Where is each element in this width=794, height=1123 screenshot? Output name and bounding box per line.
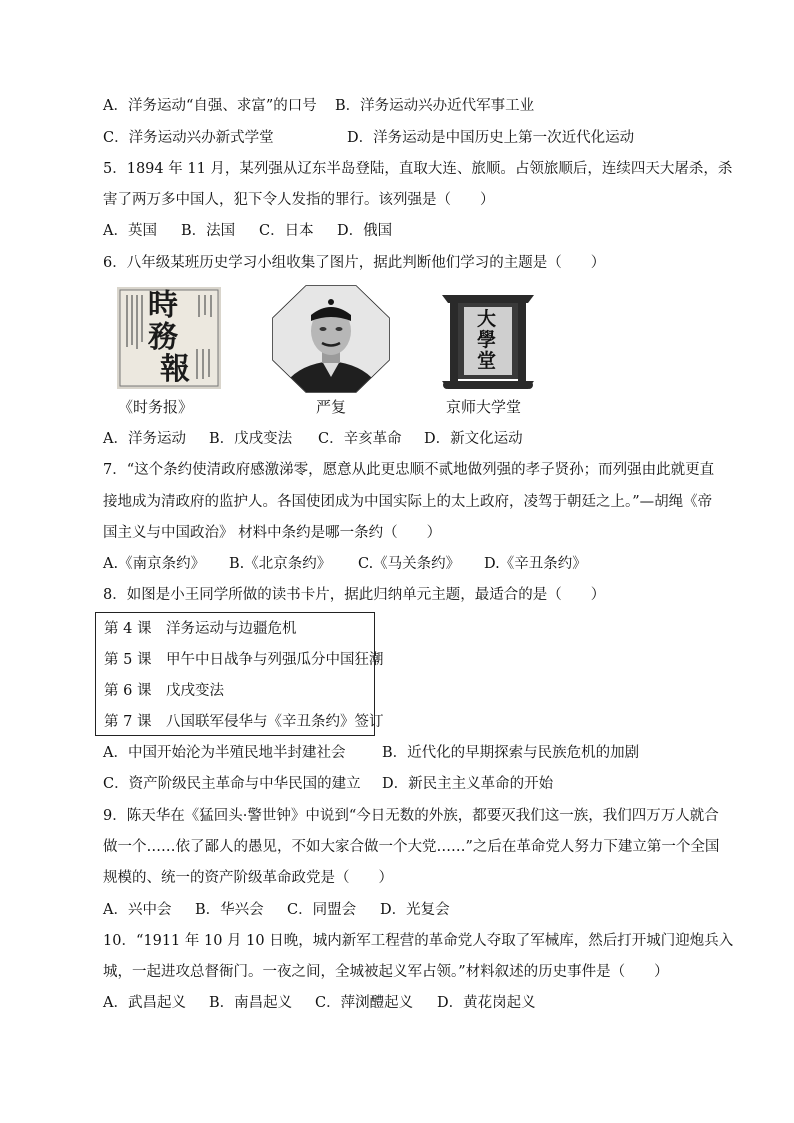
shiwubao-title-char-2: 務: [148, 320, 178, 355]
q5-stem-line-1: 5．1894 年 11 月，某列强从辽东半岛登陆，直取大连、旅顺。占领旅顺后，连续四天大屠杀，杀: [103, 161, 733, 177]
q7-stem-line-1: 7．“这个条约使清政府感激涕零，愿意从此更忠顺不贰地做列强的孝子贤孙；而列强由此就更直: [103, 462, 715, 478]
q9-options: [103, 900, 450, 920]
q7-option-d[interactable]: D.《辛丑条约》: [484, 556, 587, 572]
q6-option-c[interactable]: C．辛亥革命: [318, 431, 402, 447]
q7-option-a[interactable]: A.《南京条约》: [103, 556, 206, 572]
q7-option-c[interactable]: C.《马关条约》: [358, 556, 461, 572]
q9-stem-line-1: 9．陈天华在《猛回头·警世钟》中说到“今日无数的外族，都要灭我们这一族，我们四万万人就合: [103, 808, 719, 824]
caption-shiwubao: 《时务报》: [118, 398, 194, 416]
q8-option-a[interactable]: A．中国开始沦为半殖民地半封建社会: [103, 745, 346, 761]
imperial-university-plaque-image: [442, 289, 534, 389]
card-lesson-6: 第 6 课 戊戌变法: [104, 683, 224, 699]
q6-option-b[interactable]: B．戊戌变法: [209, 431, 293, 447]
q9-option-b[interactable]: B．华兴会: [195, 902, 264, 918]
q10-option-d[interactable]: D．黄花岗起义: [437, 995, 536, 1011]
q5-option-a[interactable]: A．英国: [103, 223, 157, 239]
q6-option-a[interactable]: A．洋务运动: [103, 431, 186, 447]
q9-option-c[interactable]: C．同盟会: [287, 902, 357, 918]
q5-stem-line-2: 害了两万多中国人，犯下令人发指的罪行。该列强是（ ）: [103, 192, 495, 208]
q4-options-row-2: [103, 128, 634, 148]
q10-stem-line-1: 10．“1911 年 10 月 10 日晚，城内新军工程营的革命党人夺取了军械库，然后打开城门迎炮兵入: [103, 933, 734, 949]
q8-options-row-1: [103, 743, 639, 763]
q10-option-b[interactable]: B．南昌起义: [209, 995, 293, 1011]
q10-option-a[interactable]: A．武昌起义: [103, 995, 186, 1011]
plaque-char-2: 學: [477, 329, 497, 351]
q6-option-d[interactable]: D．新文化运动: [424, 431, 523, 447]
q8-option-b[interactable]: B．近代化的早期探索与民族危机的加剧: [382, 745, 640, 761]
shiwubao-title-char-3: 報: [160, 352, 190, 387]
q6-options: [103, 429, 523, 449]
q7-stem-line-2: 接地成为清政府的监护人。各国使团成为中国实际上的太上政府，凌驾于朝廷之上。”—胡绳《帝: [103, 494, 713, 510]
caption-yanfu: 严复: [316, 398, 347, 416]
q7-stem-line-3: 国主义与中国政治》 材料中条约是哪一条约（ ）: [103, 525, 442, 541]
shiwubao-newspaper-image: [117, 287, 221, 389]
q7-option-b[interactable]: B.《北京条约》: [229, 556, 332, 572]
q5-option-d[interactable]: D．俄国: [337, 223, 393, 239]
card-lesson-7: 第 7 课 八国联军侵华与《辛丑条约》签订: [104, 714, 384, 730]
q8-options-row-2: [103, 774, 553, 794]
q8-option-c[interactable]: C．资产阶级民主革命与中华民国的建立: [103, 776, 361, 792]
q5-option-c[interactable]: C．日本: [259, 223, 314, 239]
q9-stem-line-2: 做一个……依了鄙人的愚见，不如大家合做一个大党……”之后在革命党人努力下建立第一个全国: [103, 839, 720, 855]
card-lesson-5: 第 5 课 甲午中日战争与列强瓜分中国狂潮: [104, 652, 384, 668]
q9-option-d[interactable]: D．光复会: [380, 902, 450, 918]
q6-stem: 6．八年级某班历史学习小组收集了图片，据此判断他们学习的主题是（ ）: [103, 255, 606, 271]
q9-stem-line-3: 规模的、统一的资产阶级革命政党是（ ）: [103, 870, 393, 886]
q9-option-a[interactable]: A．兴中会: [103, 902, 172, 918]
reading-card: [95, 612, 384, 736]
q4-option-a[interactable]: A．洋务运动“自强、求富”的口号: [103, 98, 317, 114]
q8-stem: 8．如图是小王同学所做的读书卡片，据此归纳单元主题，最适合的是（ ）: [103, 587, 606, 603]
plaque-char-3: 堂: [477, 350, 497, 372]
q4-option-c[interactable]: C．洋务运动兴办新式学堂: [103, 130, 274, 146]
shiwubao-title-char-1: 時: [148, 288, 178, 323]
q10-option-c[interactable]: C．萍浏醴起义: [315, 995, 414, 1011]
q4-option-d[interactable]: D．洋务运动是中国历史上第一次近代化运动: [347, 130, 635, 146]
q4-options-row-1: [103, 96, 534, 116]
q5-option-b[interactable]: B．法国: [181, 223, 236, 239]
q4-option-b[interactable]: B．洋务运动兴办近代军事工业: [335, 98, 535, 114]
yanfu-portrait-image: [272, 285, 390, 393]
q10-stem-line-2: 城，一起进攻总督衙门。一夜之间，全城被起义军占领。”材料叙述的历史事件是（ ）: [103, 964, 669, 980]
q10-options: [103, 993, 536, 1013]
card-lesson-4: 第 4 课 洋务运动与边疆危机: [104, 621, 297, 637]
q5-options: [103, 221, 392, 241]
plaque-char-1: 大: [477, 308, 497, 330]
caption-imperial-university: 京师大学堂: [446, 398, 522, 416]
q7-options: [103, 554, 587, 574]
q8-option-d[interactable]: D．新民主主义革命的开始: [382, 776, 554, 792]
